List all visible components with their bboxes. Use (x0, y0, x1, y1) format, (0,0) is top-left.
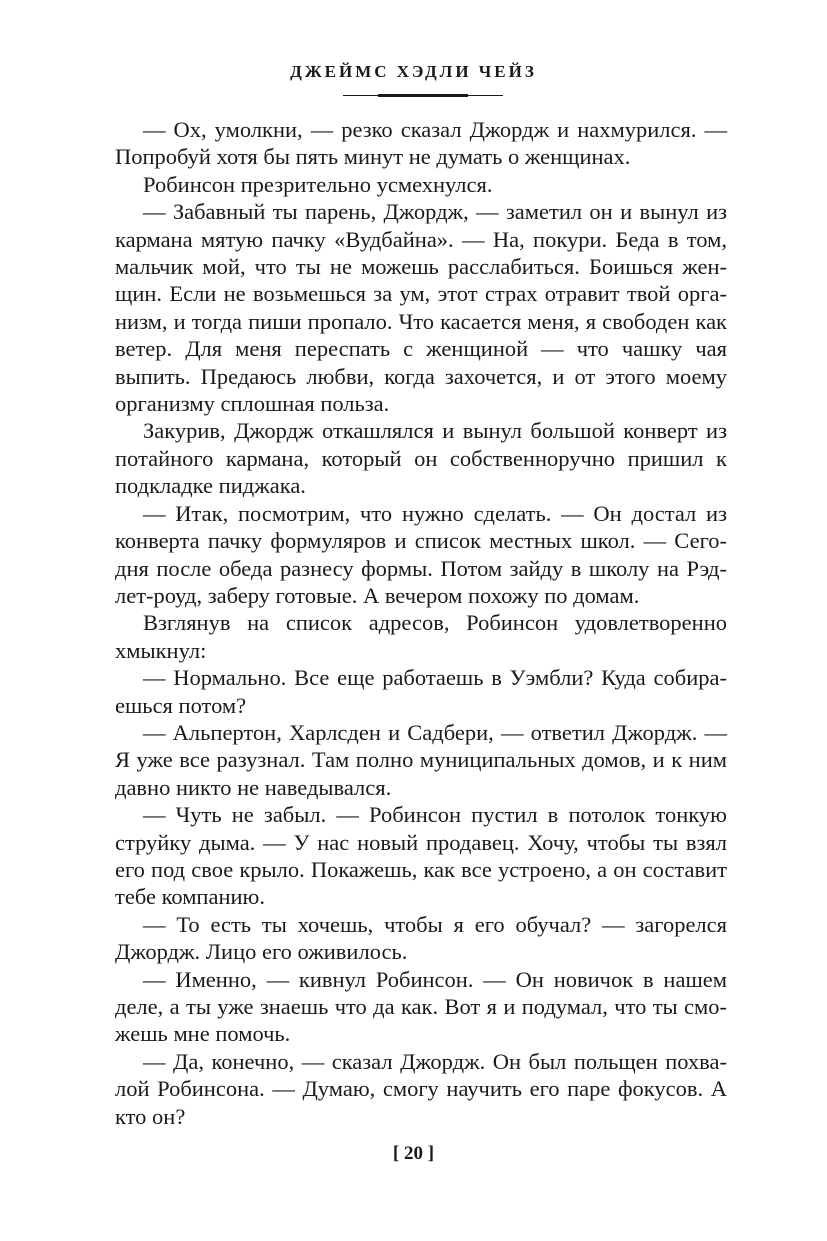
paragraph: Робинсон презрительно усмехнулся. (143, 171, 493, 197)
paragraph: — Именно, — кивнул Робинсон. — Он новичок в нашем деле, а ты уже знаешь что да как. Вот я и подумал, что ты сможешь мне помочь. (115, 966, 727, 1047)
paragraph: — Забавный ты парень, Джордж, — заметил он и вынул из кармана мятую пачку «Вудбайна». — На, покури. Беда в том, мальчик мой, что ты не можешь расслабиться. Боишься женщин. Если не возьмешься за ум, этот страх отравит твой организм, и тогда пиши пропало. Что касается меня, я свободен как ветер. Для меня переспать с женщиной — что чашку чая выпить. Предаюсь любви, когда захочется, и от этого моему организму сплошная польза. (115, 199, 727, 417)
paragraph: — То есть ты хочешь, чтобы я его обучал? — загорелся Джордж. Лицо его оживилось. (115, 911, 727, 965)
running-title: ДЖЕЙМС ХЭДЛИ ЧЕЙЗ (290, 62, 537, 81)
body-text (115, 116, 727, 1130)
paragraph: Закурив, Джордж откашлялся и вынул большой конверт из потайного кармана, который он собственноручно пришил к подкладке пиджака. (115, 418, 727, 499)
paragraph: — Ох, умолкни, — резко сказал Джордж и нахмурился. — Попробуй хотя бы пять минут не думать о женщинах. (115, 117, 727, 170)
paragraph: — Итак, посмотрим, что нужно сделать. — Он достал из конверта пачку формуляров и список местных школ. — Сегодня после обеда разнесу формы. Потом зайду в школу на Рэдлет-роуд, заберу готовые. А вечером похожу по домам. (115, 500, 727, 608)
page-number: [ 20 ] (392, 1143, 435, 1164)
paragraph: — Да, конечно, — сказал Джордж. Он был польщен похвалой Робинсона. — Думаю, смогу научить его паре фокусов. А кто он? (115, 1048, 727, 1129)
header-rule-accent (378, 94, 468, 97)
paragraph: Взглянув на список адресов, Робинсон удовлетворенно хмыкнул: (115, 610, 727, 663)
paragraph: — Нормально. Все еще работаешь в Уэмбли? Куда собираешься потом? (115, 665, 727, 718)
paragraph: — Чуть не забыл. — Робинсон пустил в потолок тонкую струйку дыма. — У нас новый продавец. Хочу, чтобы ты взял его под свое крыло. Покажешь, как все устроено, а он составит тебе компанию. (115, 802, 727, 910)
paragraph: — Альпертон, Харлсден и Садбери, — ответил Джордж. — Я уже все разузнал. Там полно муниципальных домов, и к ним давно никто не наведывался. (115, 719, 727, 800)
